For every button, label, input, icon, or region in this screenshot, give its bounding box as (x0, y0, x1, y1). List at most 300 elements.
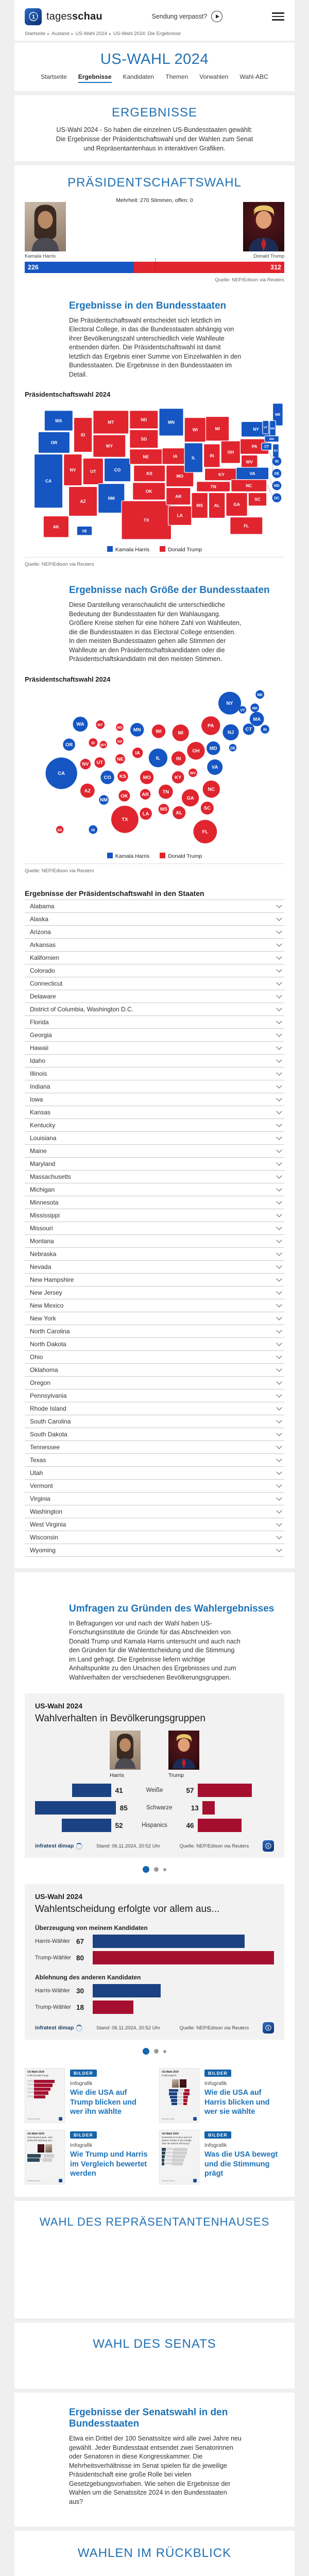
bubble-state-NC[interactable] (203, 781, 220, 798)
thumb-bar (44, 2154, 54, 2158)
state-accordion-row[interactable] (25, 1402, 284, 1415)
svg-text:SC: SC (203, 805, 211, 811)
state-accordion-row[interactable] (25, 1003, 284, 1015)
svg-text:GA: GA (186, 794, 194, 801)
voter-group-label: Trump-Wähler (35, 1955, 71, 1961)
state-accordion-row[interactable] (25, 900, 284, 912)
bubble-state-NY[interactable] (218, 692, 241, 715)
state-accordion-row[interactable] (25, 912, 284, 925)
map-state-MT[interactable] (93, 411, 129, 434)
bubble-state-MI[interactable] (173, 724, 189, 741)
carousel-dot[interactable] (143, 2048, 149, 2055)
map-chart-title: Präsidentschaftswahl 2024 (25, 391, 111, 399)
state-accordion-row[interactable] (25, 1505, 284, 1518)
svg-text:MD: MD (274, 484, 280, 488)
state-accordion-label: Oklahoma (30, 1366, 58, 1374)
chevron-down-icon (276, 1366, 282, 1372)
bubble-state-MT[interactable] (96, 720, 105, 729)
state-accordion-row[interactable] (25, 1247, 284, 1260)
harris-value: 52 (115, 1821, 123, 1829)
map-state-AZ[interactable] (69, 487, 97, 516)
page-title: US-WAHL 2024 (100, 51, 209, 67)
state-accordion-row[interactable] (25, 1209, 284, 1222)
svg-text:PA: PA (251, 444, 258, 450)
bubble-state-ND[interactable] (116, 723, 123, 731)
svg-text:WI: WI (192, 427, 198, 433)
svg-text:RI: RI (274, 460, 279, 464)
legend-swatch (160, 853, 165, 858)
bubble-state-WY[interactable] (99, 741, 107, 748)
state-accordion-label: Minnesota (30, 1198, 59, 1206)
svg-text:RI: RI (263, 728, 267, 732)
bubble-legend (25, 853, 284, 864)
bubble-state-KS[interactable] (117, 771, 128, 782)
svg-text:AK: AK (57, 828, 63, 833)
teaser-card[interactable] (25, 2130, 150, 2184)
ard-icon (59, 2179, 62, 2182)
us-choropleth-map (25, 402, 284, 567)
map-state-ND[interactable] (130, 411, 158, 429)
state-accordion-row[interactable] (25, 1118, 284, 1131)
chevron-down-icon (276, 1547, 282, 1552)
state-accordion-row[interactable] (25, 964, 284, 977)
us-bubble-map (25, 687, 284, 874)
state-accordion-row[interactable] (25, 1453, 284, 1466)
carousel-dots (25, 1866, 284, 1873)
value-bar (93, 1951, 274, 1964)
map-state-AL[interactable] (209, 493, 225, 518)
state-accordion-row[interactable] (25, 951, 284, 964)
state-accordion-row[interactable] (25, 1157, 284, 1170)
bubble-state-FL[interactable] (194, 820, 217, 843)
bubble-state-AZ[interactable] (80, 784, 95, 798)
map-state-UT[interactable] (83, 459, 103, 485)
svg-text:AR: AR (142, 791, 149, 797)
infografik1-kicker: US-Wahl 2024 (35, 1702, 83, 1710)
thumb-title: Entwickelt sich das Land auf diesem Gebiet in die richtige oder die falsche Richtung? (162, 2136, 192, 2145)
bubble-state-CT[interactable] (243, 723, 254, 735)
chevron-down-icon (276, 1057, 282, 1063)
bubble-state-ME[interactable] (255, 690, 264, 699)
svg-text:SD: SD (117, 740, 123, 744)
state-accordion-label: Kalifornien (30, 954, 59, 961)
state-accordion-row[interactable] (25, 1028, 284, 1041)
map-state-WY[interactable] (93, 435, 126, 457)
tab-ergebnisse[interactable]: Ergebnisse (78, 73, 112, 83)
map-state-FL[interactable] (230, 517, 263, 534)
svg-text:WV: WV (190, 771, 196, 775)
value-label: 30 (76, 1987, 84, 1995)
bubble-state-WI[interactable] (152, 724, 165, 738)
chevron-down-icon (276, 1508, 282, 1514)
legend-item: Kamala Harris (107, 546, 150, 553)
bubble-state-CA[interactable] (46, 757, 77, 789)
teaser-card[interactable] (159, 2130, 284, 2184)
map-state-KS[interactable] (134, 466, 165, 482)
state-accordion-row[interactable] (25, 1234, 284, 1247)
state-accordion-row[interactable] (25, 938, 284, 951)
map-state-WI[interactable] (184, 418, 205, 442)
state-accordion-row[interactable] (25, 1196, 284, 1209)
svg-text:MS: MS (160, 806, 167, 812)
states-accordion (25, 900, 284, 1557)
carousel-dot[interactable] (154, 2049, 159, 2054)
svg-text:WY: WY (100, 743, 107, 748)
map-state-CO[interactable] (104, 459, 130, 482)
map-state-WA[interactable] (44, 411, 73, 431)
bubble-state-AK[interactable] (56, 826, 63, 833)
map-state-ID[interactable] (74, 418, 92, 452)
state-accordion-row[interactable] (25, 1337, 284, 1350)
state-accordion-row[interactable] (25, 1492, 284, 1505)
breadcrumb-item[interactable]: Startseite (25, 31, 46, 37)
svg-text:TX: TX (143, 517, 149, 523)
svg-text:KS: KS (119, 773, 126, 779)
harris-votes: 226 (28, 263, 39, 271)
state-accordion-label: Utah (30, 1469, 43, 1477)
state-accordion-label: Delaware (30, 992, 56, 1000)
chevron-down-icon (276, 941, 282, 947)
state-accordion-row[interactable] (25, 1131, 284, 1144)
bubble-chart-title: Präsidentschaftswahl 2024 (25, 675, 111, 683)
title-section (14, 43, 295, 91)
svg-text:OK: OK (121, 792, 128, 799)
chevron-down-icon (276, 1392, 282, 1398)
map-state-DE[interactable] (272, 469, 282, 478)
bubble-state-IL[interactable] (149, 749, 167, 767)
bubble-state-IN[interactable] (171, 751, 186, 766)
carousel-dots (25, 2048, 284, 2055)
map-state-LA[interactable] (168, 506, 192, 525)
state-accordion-label: New Mexico (30, 1301, 64, 1309)
states-accordion-heading: Ergebnisse der Präsidentschaftswahl in den Staaten (25, 889, 204, 897)
svg-text:AL: AL (214, 503, 220, 509)
state-accordion-row[interactable] (25, 977, 284, 990)
sendung-verpasst-link[interactable] (102, 11, 272, 22)
map-state-OR[interactable] (38, 432, 70, 453)
state-accordion-label: Kentucky (30, 1121, 56, 1129)
state-accordion-row[interactable] (25, 1067, 284, 1080)
svg-text:MT: MT (108, 419, 114, 425)
svg-text:CA: CA (45, 479, 52, 484)
bubble-state-VA[interactable] (207, 759, 222, 775)
map-state-NC[interactable] (231, 480, 267, 492)
state-accordion-row[interactable] (25, 925, 284, 938)
state-accordion-row[interactable] (25, 1093, 284, 1106)
map-state-SD[interactable] (130, 430, 158, 448)
trump-bar (202, 1801, 215, 1815)
carousel-dot[interactable] (163, 1868, 166, 1871)
map-state-MN[interactable] (159, 409, 183, 436)
teaser-title[interactable]: Wie die USA auf Harris blicken und wer sie wählte (204, 2089, 270, 2116)
svg-text:LA: LA (177, 513, 183, 519)
thumb-bar (27, 2095, 33, 2097)
bubble-state-MS[interactable] (159, 804, 169, 814)
svg-text:ID: ID (91, 741, 95, 745)
svg-text:MO: MO (176, 473, 183, 479)
state-accordion-label: Arizona (30, 928, 51, 936)
state-accordion-row[interactable] (25, 1273, 284, 1286)
bubble-state-HI[interactable] (89, 825, 97, 834)
state-accordion-row[interactable] (25, 1479, 284, 1492)
bubble-state-AL[interactable] (173, 806, 185, 819)
tab-kandidaten[interactable]: Kandidaten (123, 73, 154, 80)
svg-text:VA: VA (212, 764, 218, 770)
infografik2-kicker: US-Wahl 2024 (35, 1892, 83, 1901)
senatswahl-text: Etwa ein Drittel der 100 Senatssitze wird alle zwei Jahre neu gewählt. Jeder Bundesstaat entsendet zwei Senatorinnen oder Senatoren in diese Kongresskammer. Die Mehrheitsverhältnisse im Senat spielen für die jeweilige Präsidentschaft eine große Rolle bei vielen Gesetzgebungsvorhaben. Wie sehen die Ergebnisse der Wahlen um die Senatssitze 2024 in den Bundesstaaten aus? (69, 2435, 242, 2505)
bubble-state-NE[interactable] (115, 754, 125, 764)
tab-startseite[interactable]: Startseite (41, 73, 67, 80)
thumb-bar (165, 2155, 171, 2157)
svg-text:MA: MA (253, 716, 261, 722)
map-source: Quelle: NEP/Edison via Reuters (25, 562, 94, 568)
state-accordion-row[interactable] (25, 1299, 284, 1312)
svg-text:NY: NY (253, 427, 259, 432)
state-accordion-row[interactable] (25, 1015, 284, 1028)
svg-text:SD: SD (141, 436, 147, 442)
svg-text:ME: ME (257, 693, 263, 697)
svg-text:MI: MI (178, 730, 183, 736)
state-accordion-label: Tennessee (30, 1443, 60, 1451)
map-state-OK[interactable] (133, 483, 165, 500)
tagesschau-logo[interactable] (25, 8, 102, 25)
svg-text:OH: OH (192, 748, 200, 754)
bubble-state-NJ[interactable] (222, 724, 238, 740)
bubble-state-OH[interactable] (187, 742, 204, 759)
bubble-state-MN[interactable] (130, 723, 144, 736)
svg-text:MS: MS (196, 503, 203, 509)
map-state-NH[interactable] (270, 421, 276, 436)
state-accordion-row[interactable] (25, 1428, 284, 1440)
bubble-state-UT[interactable] (94, 757, 105, 768)
state-accordion-row[interactable] (25, 1144, 284, 1157)
bubble-state-IA[interactable] (132, 748, 143, 758)
state-accordion-row[interactable] (25, 1376, 284, 1389)
chevron-down-icon (276, 1328, 282, 1333)
thumb-footer (162, 2117, 197, 2121)
svg-text:OH: OH (227, 449, 234, 455)
legend-item: Donald Trump (160, 853, 202, 859)
decision-row (35, 1984, 274, 1997)
breadcrumb-separator (72, 31, 74, 37)
svg-text:UT: UT (96, 759, 103, 766)
map-state-DC[interactable] (272, 494, 282, 503)
bubble-state-MA[interactable] (250, 712, 264, 726)
svg-text:IL: IL (156, 755, 161, 761)
state-accordion-row[interactable] (25, 1544, 284, 1556)
state-accordion-row[interactable] (25, 1222, 284, 1234)
state-accordion-row[interactable] (25, 1170, 284, 1183)
chevron-down-icon (276, 1134, 282, 1140)
map-state-MA[interactable] (265, 436, 279, 442)
teaser-title[interactable]: Wie Trump und Harris im Vergleich bewertet werden (70, 2150, 148, 2178)
bubble-state-OK[interactable] (118, 790, 130, 801)
carousel-dot[interactable] (163, 2050, 166, 2053)
state-accordion-row[interactable] (25, 1440, 284, 1453)
map-state-NE[interactable] (130, 449, 162, 465)
map-state-AK[interactable] (43, 516, 68, 537)
map-heading: Ergebnisse in den Bundesstaaten (69, 300, 227, 311)
state-accordion-row[interactable] (25, 1415, 284, 1428)
praesidentschaftswahl-section (14, 165, 295, 1568)
chevron-down-icon (276, 1096, 282, 1101)
map-state-CA[interactable] (35, 454, 63, 508)
svg-text:IL: IL (192, 455, 196, 461)
map-state-TX[interactable] (122, 501, 171, 540)
thumb-bar (178, 2096, 183, 2098)
tab-wahl-abc[interactable]: Wahl-ABC (239, 73, 268, 80)
state-accordion-label: Indiana (30, 1082, 50, 1090)
state-accordion-row[interactable] (25, 1466, 284, 1479)
state-accordion-row[interactable] (25, 1054, 284, 1067)
state-accordion-row[interactable] (25, 1260, 284, 1273)
map-state-IN[interactable] (204, 444, 220, 467)
map-state-MS[interactable] (192, 493, 208, 518)
map-state-TN[interactable] (197, 482, 230, 492)
teaser-thumbnail (159, 2068, 199, 2123)
bubble-state-DE[interactable] (229, 744, 236, 751)
svg-text:CO: CO (104, 774, 111, 780)
svg-text:CA: CA (58, 770, 65, 776)
map-state-HI[interactable] (77, 527, 92, 536)
map-state-KY[interactable] (205, 468, 238, 481)
decision-group-title: Überzeugung von meinem Kandidaten (35, 1924, 148, 1932)
map-state-MD[interactable] (272, 481, 282, 490)
thumb-bar (41, 2154, 43, 2156)
bubble-state-WA[interactable] (73, 717, 88, 732)
chevron-down-icon (276, 1405, 282, 1411)
state-accordion-label: Louisiana (30, 1134, 57, 1142)
thumb-bar (27, 2091, 33, 2093)
bubble-state-NV[interactable] (80, 759, 91, 769)
state-accordion-row[interactable] (25, 1518, 284, 1531)
harris-name: Kamala Harris (25, 253, 56, 259)
state-accordion-row[interactable] (25, 1325, 284, 1337)
carousel-dot[interactable] (154, 1867, 159, 1872)
ergebnisse-text: US-Wahl 2024 - So haben die einzelnen US-Bundesstaaten gewählt: Die Ergebnisse der Präsidentschaftswahl und der Wahlen zum Senat und Repräsentantenhaus in interaktiven Grafiken. (56, 126, 253, 152)
thumb-bar (178, 2092, 183, 2094)
breadcrumb-item[interactable]: US-Wahl 2024 (75, 31, 107, 37)
breadcrumb-item[interactable]: Ausland (52, 31, 70, 37)
svg-text:WA: WA (55, 418, 62, 423)
tab-themen[interactable]: Themen (165, 73, 188, 80)
thumb-chart (162, 2147, 197, 2165)
bubble-state-KY[interactable] (172, 771, 184, 784)
state-accordion-row[interactable] (25, 1080, 284, 1093)
state-accordion-label: Massachusetts (30, 1173, 72, 1180)
map-state-NM[interactable] (98, 484, 125, 513)
bubble-state-NM[interactable] (99, 795, 109, 805)
repraesentantenhaus-section (14, 2201, 295, 2318)
map-state-NJ[interactable] (273, 444, 279, 457)
thumb-brand: infratest dimap (27, 2179, 40, 2182)
chevron-down-icon (276, 1173, 282, 1179)
state-accordion-row[interactable] (25, 1363, 284, 1376)
bubble-state-ID[interactable] (89, 738, 97, 747)
map-state-OH[interactable] (221, 441, 240, 463)
bubble-state-GA[interactable] (182, 789, 199, 806)
map-state-SC[interactable] (248, 493, 266, 506)
state-accordion-row[interactable] (25, 1041, 284, 1054)
hamburger-menu-icon[interactable] (272, 10, 284, 23)
bubble-state-SD[interactable] (116, 737, 123, 744)
state-accordion-label: Michigan (30, 1185, 55, 1193)
bubble-state-AR[interactable] (140, 789, 150, 799)
carousel-dot[interactable] (143, 1866, 149, 1873)
thumb-bar (27, 2088, 33, 2090)
map-state-AR[interactable] (166, 488, 191, 505)
teaser-card[interactable] (159, 2068, 284, 2123)
state-accordion-label: Washington (30, 1507, 62, 1515)
senatswahl-heading: Ergebnisse der Senatswahl in den Bundesstaaten (69, 2407, 228, 2430)
thumb-bar (171, 2103, 177, 2106)
thumb-bar (27, 2158, 40, 2162)
teaser-card[interactable] (25, 2068, 150, 2123)
bubble-state-NH[interactable] (250, 703, 259, 712)
state-accordion-row[interactable] (25, 1350, 284, 1363)
bubble-state-VT[interactable] (239, 706, 246, 713)
map-state-RI[interactable] (272, 457, 282, 466)
state-accordion-row[interactable] (25, 1106, 284, 1118)
bubble-state-MD[interactable] (207, 741, 220, 755)
bubble-state-TN[interactable] (159, 785, 173, 799)
harris-value: 85 (119, 1804, 128, 1812)
bubble-state-LA[interactable] (140, 807, 152, 820)
svg-text:AL: AL (176, 809, 182, 816)
bubble-state-TX[interactable] (111, 806, 139, 833)
map-state-IL[interactable] (184, 443, 202, 472)
bubble-state-SC[interactable] (201, 802, 214, 815)
state-accordion-row[interactable] (25, 1312, 284, 1325)
state-accordion-row[interactable] (25, 1531, 284, 1544)
map-state-WV[interactable] (241, 455, 258, 469)
state-accordion-label: North Carolina (30, 1327, 70, 1335)
bubble-state-MO[interactable] (140, 771, 153, 784)
teaser-title[interactable]: Was die USA bewegt und die Stimmung prägt (204, 2150, 278, 2178)
state-accordion-label: Illinois (30, 1070, 47, 1077)
svg-text:NV: NV (82, 761, 89, 767)
breadcrumb-separator (109, 31, 111, 37)
bubble-state-OR[interactable] (63, 738, 75, 751)
map-state-NV[interactable] (64, 454, 82, 486)
state-accordion-row[interactable] (25, 990, 284, 1003)
svg-text:TN: TN (162, 788, 169, 794)
map-state-CT[interactable] (262, 443, 272, 450)
svg-text:CT: CT (264, 445, 269, 449)
tab-vorwahlen[interactable]: Vorwahlen (199, 73, 229, 80)
breadcrumb-item[interactable]: US-Wahl 2024: Die Ergebnisse (113, 31, 181, 37)
state-accordion-row[interactable] (25, 1389, 284, 1402)
thumb-bar (27, 2083, 33, 2086)
bubble-state-CO[interactable] (100, 771, 114, 784)
teaser-title[interactable]: Wie die USA auf Trump blicken und wer ihn wählte (70, 2089, 136, 2116)
map-state-VT[interactable] (263, 421, 269, 434)
state-accordion-row[interactable] (25, 1286, 284, 1299)
chevron-down-icon (276, 1302, 282, 1308)
ard-icon (193, 2117, 197, 2121)
thumb-brand: infratest dimap (27, 2117, 40, 2120)
chevron-down-icon (276, 916, 282, 921)
bubble-state-RI[interactable] (261, 725, 269, 734)
state-accordion-label: Wyoming (30, 1546, 56, 1554)
map-state-MI[interactable] (206, 417, 229, 441)
bubble-state-WV[interactable] (188, 768, 197, 777)
map-state-VA[interactable] (236, 467, 269, 480)
map-state-GA[interactable] (226, 493, 247, 516)
bubble-state-PA[interactable] (201, 716, 220, 735)
state-accordion-row[interactable] (25, 1183, 284, 1196)
sendung-verpasst-label: Sendung verpasst? (151, 13, 208, 20)
